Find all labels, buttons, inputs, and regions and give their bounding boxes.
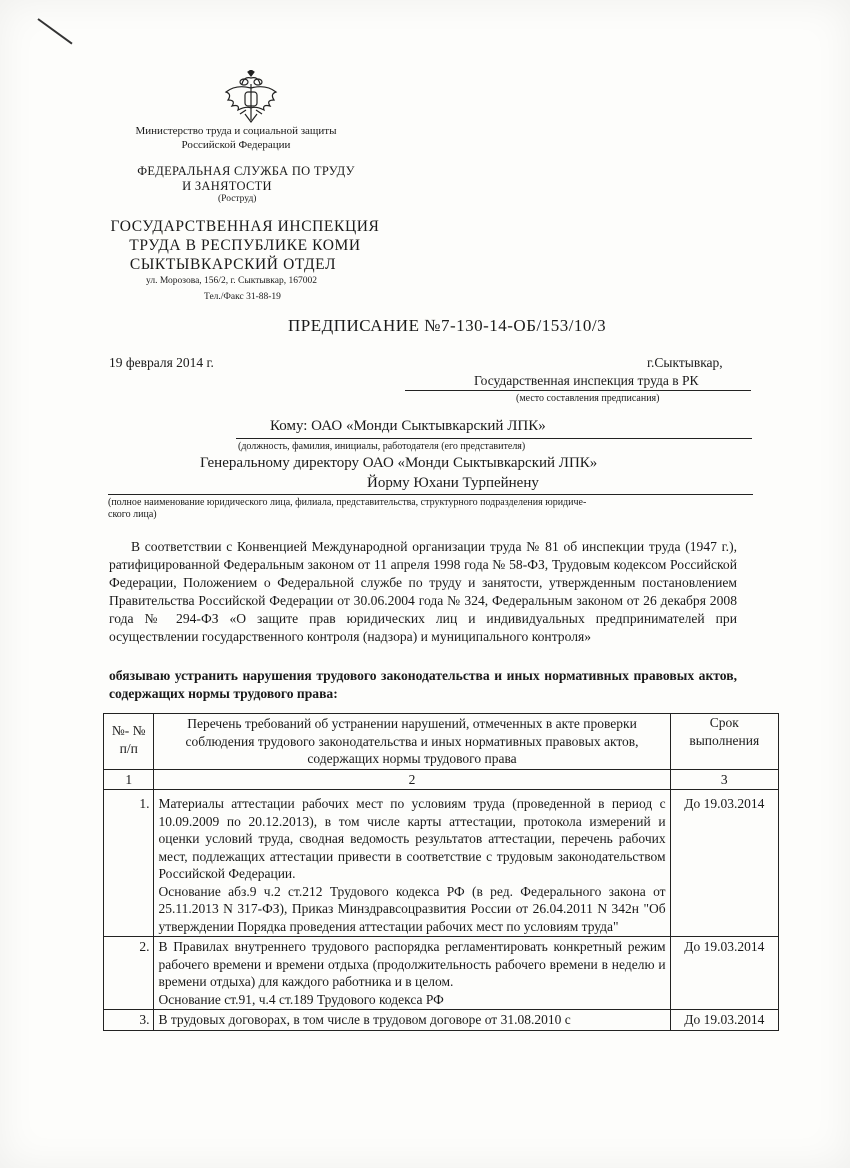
column-number-3: 3 <box>670 769 778 790</box>
table-row <box>104 790 779 937</box>
place-underline <box>405 390 751 391</box>
row-deadline: До 19.03.2014 <box>670 937 778 1010</box>
addressee-position: Генеральному директору ОАО «Монди Сыктывкарский ЛПК» <box>200 455 598 471</box>
header-requirements: Перечень требований об устранении нарушений, отмеченных в акте проверки соблюдения трудового законодательства и иных нормативных правовых актов, содержащих нормы трудового права <box>154 714 670 770</box>
service-abbr: (Роструд) <box>218 194 257 204</box>
inspection-line-1: ГОСУДАРСТВЕННАЯ ИНСПЕКЦИЯ <box>110 218 380 235</box>
service-name <box>100 164 392 194</box>
row-number: 2. <box>104 937 154 1010</box>
service-line-2: И ЗАНЯТОСТИ <box>182 179 272 193</box>
column-number-row <box>104 769 779 790</box>
row-requirement <box>154 790 670 937</box>
ministry-line-2: Российской Федерации <box>181 139 291 151</box>
recipient-underline <box>236 438 752 439</box>
header-deadline: Срок выполнения <box>670 714 778 770</box>
row-number: 3. <box>104 1010 154 1031</box>
obligation-statement: обязываю устранить нарушения трудового законодательства и иных нормативных правовых актов, содержащих нормы трудового права: <box>109 668 737 701</box>
column-number-2: 2 <box>154 769 670 790</box>
recipient: Кому: ОАО «Монди Сыктывкарский ЛПК» <box>270 418 546 434</box>
table-row <box>104 1010 779 1031</box>
legal-basis-paragraph <box>109 538 737 646</box>
service-line-1: ФЕДЕРАЛЬНАЯ СЛУЖБА ПО ТРУДУ <box>137 164 355 178</box>
row-requirement-basis: Основание абз.9 ч.2 ст.212 Трудового кодекса РФ (в ред. Федерального закона от 25.11.2013 N 317-ФЗ), Приказ Минздравсоцразвития России от 26.04.2011 N 342н "Об утверждении Порядка проведения аттестации рабочих мест по условиям труда" <box>158 883 666 934</box>
recipient-caption: (должность, фамилия, инициалы, работодателя (его представителя) <box>238 441 526 452</box>
org-phone: Тел./Факс 31-88-19 <box>204 292 281 302</box>
document-city: г.Сыктывкар, <box>647 355 723 370</box>
row-requirement <box>154 937 670 1010</box>
org-address: ул. Морозова, 156/2, г. Сыктывкар, 167002 <box>146 276 317 286</box>
addressee-name: Йорму Юхани Турпейнену <box>367 475 539 491</box>
pen-mark <box>37 18 72 44</box>
column-number-1: 1 <box>104 769 154 790</box>
entity-caption-line-1: (полное наименование юридического лица, филиала, представительства, структурного подразделения юридиче- <box>108 497 587 508</box>
paragraph-text: В соответствии с Конвенцией Международной организации труда № 81 об инспекции труда (1947 г.), ратифицированной Федеральным законом от 11 апреля 1998 года № 58-ФЗ, Трудовым кодексом Российской Федерации, Положением о Федеральной службе по труду и занятости, утвержденным постановлением Правительства Российской Федерации от 30.06.2004 года № 324, Федеральным законом от 26 декабря 2008 года № 294-ФЗ «О защите прав юридических лиц и индивидуальных предпринимателей при осуществлении государственного контроля (надзора) и муниципального контроля» <box>109 539 737 644</box>
addressee-underline <box>108 494 753 495</box>
row-requirement-text: Материалы аттестации рабочих мест по условиям труда (проведенной в период с 10.09.2009 по 20.12.2013), в том числе карты аттестации, протокола измерений и оценки условий труда, сводная ведомость результатов аттестации, перечень рабочих мест, подлежащих аттестации привести в соответствие с трудовым законодательством Российской Федерации. <box>158 796 666 881</box>
requirements-table <box>103 713 779 1031</box>
row-requirement-text: В трудовых договорах, в том числе в трудовом договоре от 31.08.2010 с <box>158 1012 571 1027</box>
row-requirement-basis: Основание ст.91, ч.4 ст.189 Трудового кодекса РФ <box>158 991 444 1007</box>
table-header-row <box>104 714 779 770</box>
row-deadline: До 19.03.2014 <box>670 790 778 937</box>
entity-caption-line-2: ского лица) <box>108 509 157 520</box>
coat-of-arms-emblem <box>222 70 280 126</box>
row-requirement-text: В Правилах внутреннего трудового распорядка регламентировать конкретный режим рабочего времени и времени отдыха (продолжительность рабочего времени в неделю и времени отдыха) для каждого работника и в целом. <box>158 939 666 989</box>
place-caption: (место составления предписания) <box>516 393 660 404</box>
document-title: ПРЕДПИСАНИЕ №7-130-14-ОБ/153/10/3 <box>288 316 607 335</box>
row-requirement <box>154 1010 670 1031</box>
inspection-line-2: ТРУДА В РЕСПУБЛИКЕ КОМИ <box>129 237 361 254</box>
row-deadline: До 19.03.2014 <box>670 1010 778 1031</box>
place-of-issue: Государственная инспекция труда в РК <box>474 373 699 388</box>
inspection-line-3: СЫКТЫВКАРСКИЙ ОТДЕЛ <box>129 256 337 273</box>
ministry-line-1: Министерство труда и социальной защиты <box>135 125 337 137</box>
document-date: 19 февраля 2014 г. <box>109 355 214 370</box>
ministry-name <box>100 124 372 152</box>
row-number: 1. <box>104 790 154 937</box>
table-row <box>104 937 779 1010</box>
entity-caption <box>108 497 748 521</box>
header-num: №- № п/п <box>104 714 154 770</box>
inspection-name <box>100 217 390 274</box>
